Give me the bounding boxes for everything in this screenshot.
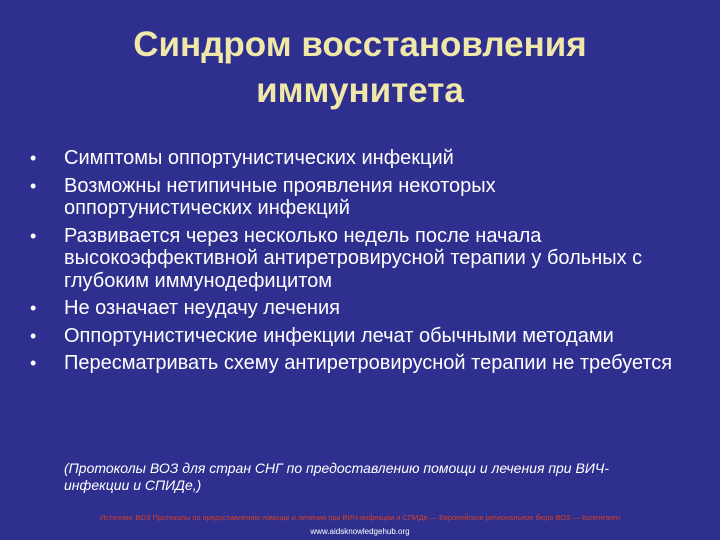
footer-url[interactable]: www.aidsknowledgehub.org xyxy=(310,527,410,536)
bullet-marker: • xyxy=(30,325,37,346)
slide-title-line-1: Синдром восстановления xyxy=(133,25,587,64)
citation-note: (Протоколы ВОЗ для стран СНГ по предоставлению помощи и лечения при ВИЧ-инфекции и СПИДе,) xyxy=(64,460,609,493)
bullet-marker: • xyxy=(30,175,37,196)
bullet-text: Симптомы оппортунистических инфекций xyxy=(64,147,454,169)
bullet-item xyxy=(28,297,688,320)
bullet-item xyxy=(28,175,688,220)
footer-credit-line: Источник: ВОЗ Протоколы по предоставлению помощи и лечения при ВИЧ-инфекции и СПИДе — Европейское региональное бюро ВОЗ — Копенгаген xyxy=(100,513,620,522)
bullet-item xyxy=(28,147,688,170)
bullet-text: Развивается через несколько недель после начала высокоэффективной антиретровирусной терапии у больных с глубоким иммунодефицитом xyxy=(64,224,643,292)
bullet-marker: • xyxy=(30,298,37,318)
bullet-marker: • xyxy=(30,225,37,246)
slide-title xyxy=(60,22,660,114)
bullet-item xyxy=(28,352,688,375)
bullet-text: Не означает неудачу лечения xyxy=(64,297,340,319)
bullet-item xyxy=(28,325,688,348)
bullet-list xyxy=(28,147,688,380)
bullet-item xyxy=(28,225,688,293)
bullet-text: Возможны нетипичные проявления некоторых оппортунистических инфекций xyxy=(64,174,496,219)
slide-title-line-2: иммунитета xyxy=(256,71,464,110)
bullet-text: Оппортунистические инфекции лечат обычными методами xyxy=(64,324,614,347)
bullet-marker: • xyxy=(30,353,37,373)
bullet-text: Пересматривать схему антиретровирусной терапии не требуется xyxy=(64,352,673,374)
bullet-marker: • xyxy=(30,148,37,168)
